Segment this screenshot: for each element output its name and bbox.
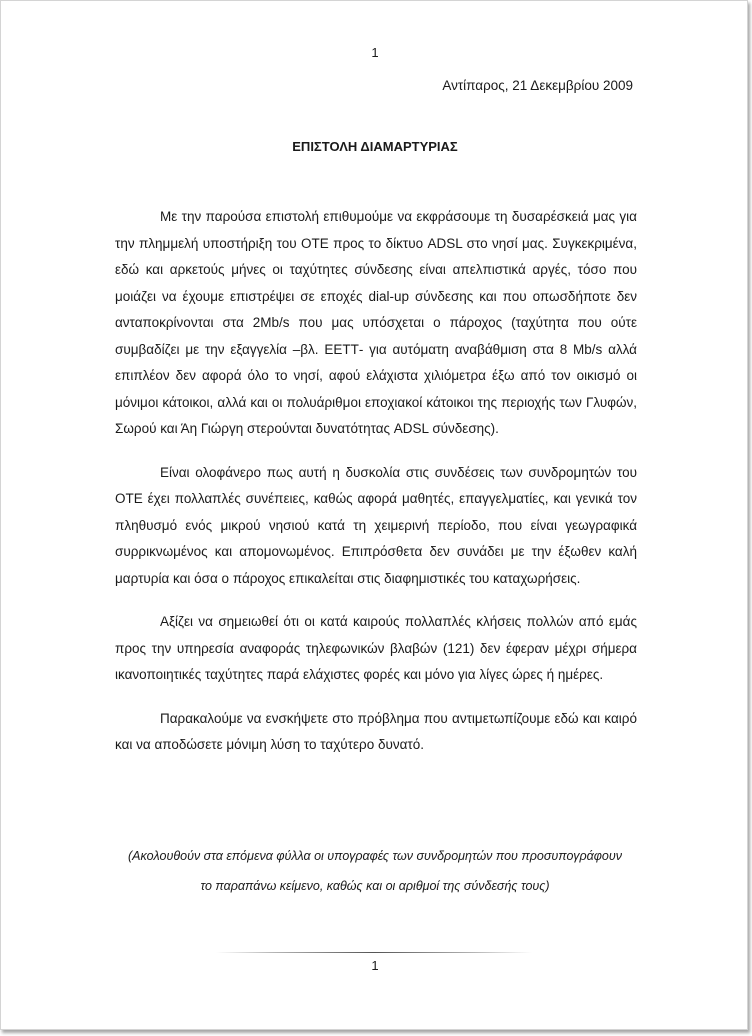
body-paragraph: Με την παρούσα επιστολή επιθυμούμε να εκφράσουμε τη δυσαρέσκειά μας για την πλημμελή υποστήριξη του ΟΤΕ προς το δίκτυο ADSL στο νησί μας. Συγκεκριμένα, εδώ και αρκετούς μήνες οι ταχύτητες σύνδεσης είναι απελπιστικά αργές, τόσο που μοιάζει να έχουμε επιστρέψει σε εποχές dial-up σύνδεσης και που οπωσδήποτε δεν ανταποκρίνονται στα 2Mb/s που μας υπόσχεται ο πάροχος (ταχύτητα που ούτε συμβαδίζει με την εξαγγελία –βλ. ΕΕΤΤ- για αυτόματη αναβάθμιση στα 8 Mb/s αλλά επιπλέον δεν αφορά όλο το νησί, αφού ελάχιστα χιλιόμετρα έξω από τον οικισμό οι μόνιμοι κάτοικοι, αλλά και οι πολυάριθμοι εποχιακοί κάτοικοι της περιοχής των Γλυφών, Σωρού και Άη Γιώργη στερούνται δυνατότητας ADSL σύνδεσης). bbox=[115, 209, 637, 436]
letter-body bbox=[115, 204, 637, 759]
signature-note-line: το παραπάνω κείμενο, καθώς και οι αριθμοί της σύνδεσής τους) bbox=[200, 879, 550, 893]
body-paragraph: Είναι ολοφάνερο πως αυτή η δυσκολία στις συνδέσεις των συνδρομητών του ΟΤΕ έχει πολλαπλές συνέπειες, καθώς αφορά μαθητές, επαγγελματίες, και γενικά τον πληθυσμό ενός μικρού νησιού κατά τη χειμερινή περίοδο, που είναι γεωγραφικά συρρικνωμένος και απομονωμένος. Επιπρόσθετα δεν συνάδει με την έξωθεν καλή μαρτυρία και όσα ο πάροχος επικαλείται στις διαφημιστικές του καταχωρήσεις. bbox=[115, 464, 637, 586]
letter-title: ΕΠΙΣΤΟΛΗ ΔΙΑΜΑΡΤΥΡΙΑΣ bbox=[292, 139, 458, 154]
body-paragraph: Παρακαλούμε να ενσκήψετε στο πρόβλημα που αντιμετωπίζουμε εδώ και καιρό και να αποδώσετε μόνιμη λύση το ταχύτερο δυνατό. bbox=[115, 710, 637, 752]
body-paragraph: Αξίζει να σημειωθεί ότι οι κατά καιρούς πολλαπλές κλήσεις πολλών από εμάς προς την υπηρεσία αναφοράς τηλεφωνικών βλαβών (121) δεν έφεραν μέχρι σήμερα ικανοποιητικές ταχύτητες παρά ελάχιστες φορές και μόνο για λίγες ώρες ή ημέρες. bbox=[115, 614, 637, 682]
signature-note-line: (Ακολουθούν στα επόμενα φύλλα οι υπογραφές των συνδρομητών που προσυπογράφουν bbox=[128, 849, 622, 863]
header-page-number: 1 bbox=[371, 45, 379, 60]
footer-page-number: 1 bbox=[371, 958, 379, 973]
date-line: Αντίπαρος, 21 Δεκεμβρίου 2009 bbox=[442, 78, 633, 93]
footer-divider bbox=[216, 952, 532, 953]
